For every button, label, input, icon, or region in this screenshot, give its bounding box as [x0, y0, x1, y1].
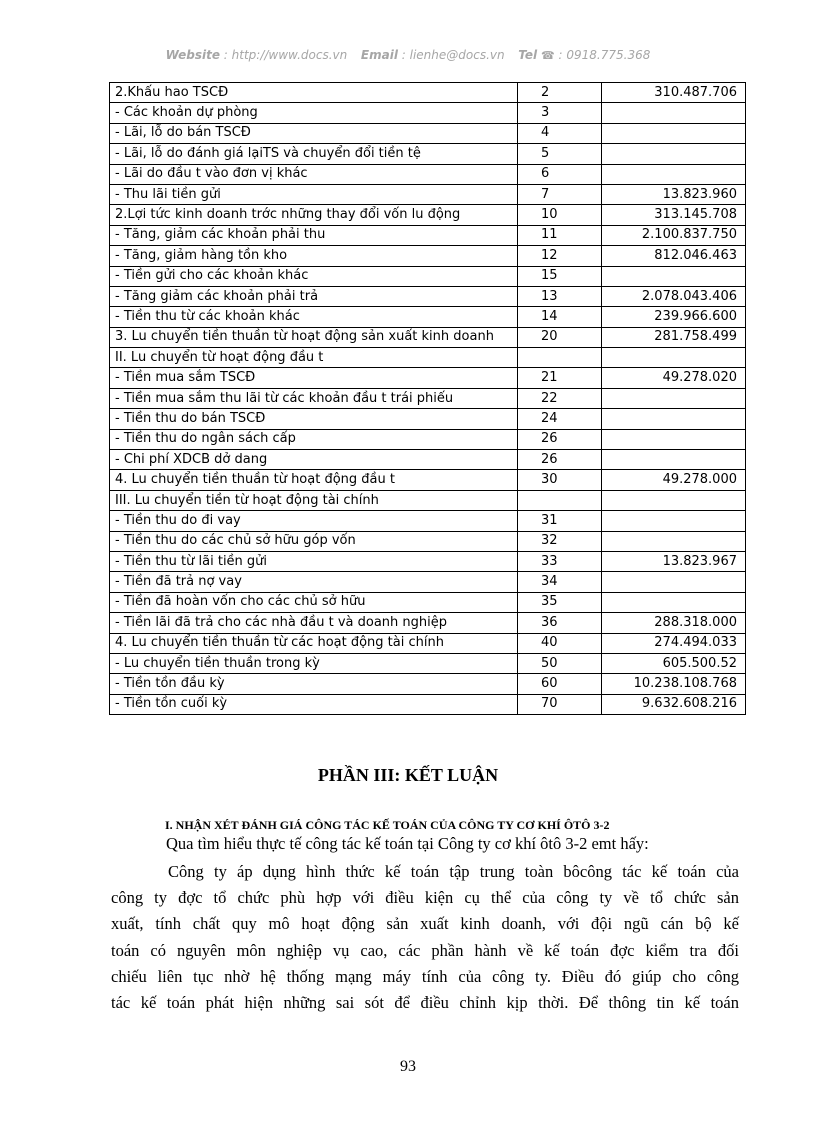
- row-amount: 313.145.708: [602, 205, 746, 225]
- table-row: [110, 531, 746, 551]
- row-amount: [602, 409, 746, 429]
- website-value: : http://www.docs.vn: [223, 48, 348, 62]
- row-code: 70: [518, 694, 602, 714]
- row-item-label: 2.Khấu hao TSCĐ: [110, 83, 518, 103]
- table-row: [110, 307, 746, 327]
- row-code: 7: [518, 184, 602, 204]
- table-row: [110, 450, 746, 470]
- row-item-label: - Tiền tồn đầu kỳ: [110, 674, 518, 694]
- row-amount: 288.318.000: [602, 613, 746, 633]
- row-item-label: - Tiền thu do các chủ sở hữu góp vốn: [110, 531, 518, 551]
- row-item-label: II. Lu chuyển từ hoạt động đầu t: [110, 348, 518, 368]
- row-amount: [602, 531, 746, 551]
- row-amount: 10.238.108.768: [602, 674, 746, 694]
- row-code: 24: [518, 409, 602, 429]
- row-amount: [602, 266, 746, 286]
- table-row: [110, 490, 746, 510]
- row-code: 21: [518, 368, 602, 388]
- row-amount: 812.046.463: [602, 246, 746, 266]
- row-item-label: - Lãi, lỗ do đánh giá lạiTS và chuyển đổi tiền tệ: [110, 144, 518, 164]
- row-item-label: - Tiền mua sắm TSCĐ: [110, 368, 518, 388]
- paragraph-line: xuất, tính chất quy mô hoạt động sản xuất kinh doanh, với đội ngũ cán bộ kế: [111, 914, 739, 934]
- paragraph-line: tác kế toán phát hiện những sai sót để điều chỉnh kịp thời. Để thông tin kế toán: [111, 993, 739, 1013]
- table-row: [110, 327, 746, 347]
- row-code: 6: [518, 164, 602, 184]
- table-row: [110, 470, 746, 490]
- row-code: [518, 348, 602, 368]
- intro-line: Qua tìm hiểu thực tế công tác kế toán tại Công ty cơ khí ôtô 3-2 emt hấy:: [166, 834, 649, 853]
- row-amount: 2.100.837.750: [602, 225, 746, 245]
- row-code: 14: [518, 307, 602, 327]
- row-amount: [602, 388, 746, 408]
- tel-label: Tel: [518, 48, 538, 62]
- row-code: 13: [518, 286, 602, 306]
- row-amount: [602, 144, 746, 164]
- table-row: [110, 205, 746, 225]
- table-row: [110, 653, 746, 673]
- table-row: [110, 409, 746, 429]
- row-item-label: - Tiền thu từ các khoản khác: [110, 307, 518, 327]
- email-value: : lienhe@docs.vn: [401, 48, 505, 62]
- row-item-label: - Thu lãi tiền gửi: [110, 184, 518, 204]
- paragraph-line: Công ty áp dụng hình thức kế toán tập trung toàn bôcông tác kế toán của: [168, 862, 739, 881]
- row-amount: 281.758.499: [602, 327, 746, 347]
- row-amount: 9.632.608.216: [602, 694, 746, 714]
- row-code: 60: [518, 674, 602, 694]
- row-amount: 274.494.033: [602, 633, 746, 653]
- row-amount: [602, 572, 746, 592]
- table-row: [110, 572, 746, 592]
- row-code: 26: [518, 450, 602, 470]
- row-code: 4: [518, 123, 602, 143]
- table-row: [110, 286, 746, 306]
- row-code: 2: [518, 83, 602, 103]
- row-amount: [602, 348, 746, 368]
- table-row: [110, 633, 746, 653]
- row-amount: 2.078.043.406: [602, 286, 746, 306]
- row-item-label: - Chi phí XDCB dở dang: [110, 450, 518, 470]
- table-row: [110, 613, 746, 633]
- row-amount: 13.823.960: [602, 184, 746, 204]
- row-code: 50: [518, 653, 602, 673]
- row-amount: [602, 123, 746, 143]
- row-code: 32: [518, 531, 602, 551]
- table-row: [110, 429, 746, 449]
- row-item-label: - Tiền lãi đã trả cho các nhà đầu t và doanh nghiệp: [110, 613, 518, 633]
- row-code: 12: [518, 246, 602, 266]
- row-code: 33: [518, 551, 602, 571]
- row-item-label: 4. Lu chuyển tiền thuần từ các hoạt động tài chính: [110, 633, 518, 653]
- row-item-label: - Lãi, lỗ do bán TSCĐ: [110, 123, 518, 143]
- table-row: [110, 368, 746, 388]
- table-row: [110, 266, 746, 286]
- row-item-label: - Tiền thu từ lãi tiền gửi: [110, 551, 518, 571]
- table-row: [110, 184, 746, 204]
- row-code: 34: [518, 572, 602, 592]
- table-row: [110, 592, 746, 612]
- table-row: [110, 551, 746, 571]
- row-item-label: - Tiền thu do bán TSCĐ: [110, 409, 518, 429]
- row-item-label: - Tiền thu do ngân sách cấp: [110, 429, 518, 449]
- row-item-label: 4. Lu chuyển tiền thuần từ hoạt động đầu t: [110, 470, 518, 490]
- table-row: [110, 511, 746, 531]
- page-header: [0, 48, 816, 62]
- table-row: [110, 246, 746, 266]
- row-code: 35: [518, 592, 602, 612]
- section-subheading: I. NHẬN XÉT ĐÁNH GIÁ CÔNG TÁC KẾ TOÁN CỦA CÔNG TY CƠ KHÍ ÔTÔ 3-2: [165, 818, 610, 832]
- row-amount: 310.487.706: [602, 83, 746, 103]
- row-item-label: 3. Lu chuyển tiền thuần từ hoạt động sản xuất kinh doanh: [110, 327, 518, 347]
- row-code: 3: [518, 103, 602, 123]
- row-code: 31: [518, 511, 602, 531]
- row-code: 40: [518, 633, 602, 653]
- table-row: [110, 123, 746, 143]
- row-item-label: - Các khoản dự phòng: [110, 103, 518, 123]
- cash-flow-table: [109, 82, 746, 715]
- table-row: [110, 388, 746, 408]
- paragraph-line: công ty đợc tổ chức phù hợp với điều kiện cụ thể của công ty về tổ chức sản: [111, 888, 739, 908]
- body-paragraph: [111, 859, 739, 1016]
- row-amount: [602, 103, 746, 123]
- table-row: [110, 164, 746, 184]
- email-label: Email: [360, 48, 398, 62]
- paragraph-line: chiếu liên tục nhờ hệ thống mạng máy tính của công ty. Điều đó giúp cho công: [111, 966, 739, 986]
- row-item-label: 2.Lợi tức kinh doanh trớc những thay đổi vốn lu động: [110, 205, 518, 225]
- row-code: 10: [518, 205, 602, 225]
- row-amount: [602, 592, 746, 612]
- row-code: 22: [518, 388, 602, 408]
- row-item-label: - Lu chuyển tiền thuần trong kỳ: [110, 653, 518, 673]
- row-code: 30: [518, 470, 602, 490]
- row-amount: [602, 450, 746, 470]
- phone-icon: ☎: [540, 49, 555, 62]
- row-amount: 605.500.52: [602, 653, 746, 673]
- row-code: 20: [518, 327, 602, 347]
- row-item-label: - Tiền gửi cho các khoản khác: [110, 266, 518, 286]
- row-amount: 49.278.000: [602, 470, 746, 490]
- website-label: Website: [165, 48, 220, 62]
- row-item-label: - Tiền tồn cuối kỳ: [110, 694, 518, 714]
- row-amount: 239.966.600: [602, 307, 746, 327]
- row-item-label: - Tiền đã trả nợ vay: [110, 572, 518, 592]
- row-item-label: - Lãi do đầu t vào đơn vị khác: [110, 164, 518, 184]
- row-item-label: III. Lu chuyển tiền từ hoạt động tài chính: [110, 490, 518, 510]
- table-row: [110, 83, 746, 103]
- row-amount: [602, 511, 746, 531]
- tel-value: : 0918.775.368: [558, 48, 651, 62]
- row-item-label: - Tiền đã hoàn vốn cho các chủ sở hữu: [110, 592, 518, 612]
- table-row: [110, 144, 746, 164]
- row-amount: [602, 490, 746, 510]
- row-item-label: - Tăng giảm các khoản phải trả: [110, 286, 518, 306]
- row-code: 15: [518, 266, 602, 286]
- page-number: 93: [400, 1058, 416, 1075]
- table-row: [110, 674, 746, 694]
- table-row: [110, 348, 746, 368]
- row-amount: 13.823.967: [602, 551, 746, 571]
- table-row: [110, 694, 746, 714]
- row-code: 5: [518, 144, 602, 164]
- row-code: 36: [518, 613, 602, 633]
- row-item-label: - Tiền mua sắm thu lãi từ các khoản đầu t trái phiếu: [110, 388, 518, 408]
- row-code: 11: [518, 225, 602, 245]
- row-item-label: - Tiền thu do đi vay: [110, 511, 518, 531]
- row-code: [518, 490, 602, 510]
- row-item-label: - Tăng, giảm hàng tồn kho: [110, 246, 518, 266]
- section-title: PHẦN III: KẾT LUẬN: [317, 765, 499, 785]
- row-amount: 49.278.020: [602, 368, 746, 388]
- row-code: 26: [518, 429, 602, 449]
- row-amount: [602, 429, 746, 449]
- table-row: [110, 225, 746, 245]
- paragraph-line: toán có nguyên môn nghiệp vụ cao, các phần hành về kế toán đợc kiểm tra đối: [111, 940, 739, 960]
- table-row: [110, 103, 746, 123]
- row-amount: [602, 164, 746, 184]
- row-item-label: - Tăng, giảm các khoản phải thu: [110, 225, 518, 245]
